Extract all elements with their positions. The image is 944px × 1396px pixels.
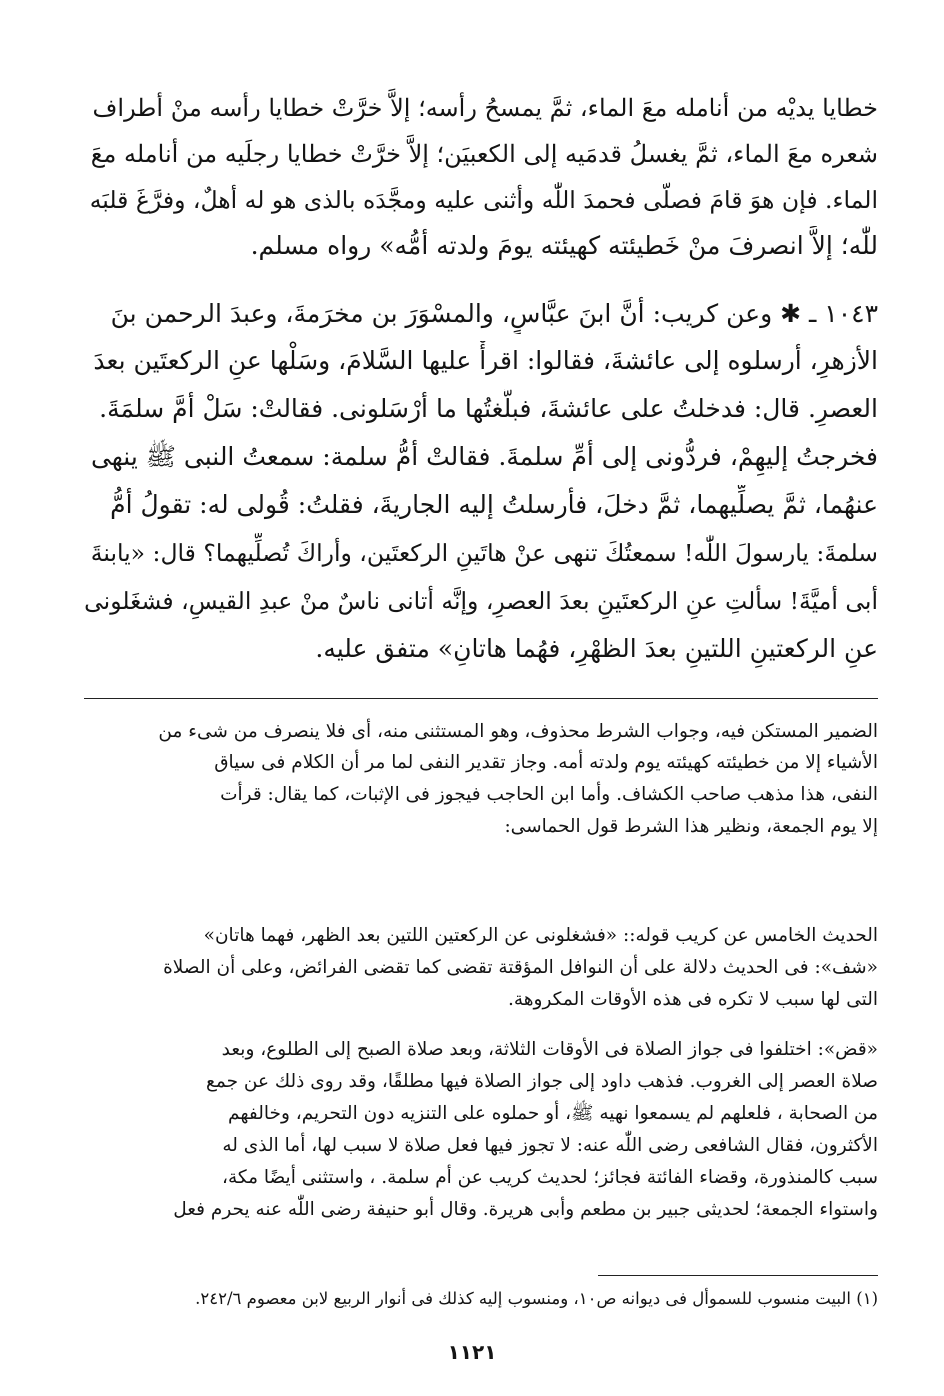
footnote-text: (١) البيت منسوب للسموأل فى ديوانه ص١٠، ومنسوب إليه كذلك فى أنوار الربيع لابن معصوم ٢٤٢/٦. — [195, 1289, 878, 1308]
commentary-line: إلا يوم الجمعة، ونظير هذا الشرط قول الحماسى: — [504, 816, 878, 837]
hadith-1043-line: أبى أميَّةَ! سألتِ عنِ الركعتَينِ بعدَ العصرِ، وإنَّه أتانى ناسٌ منْ عبدِ القيسِ، فشغَلونى — [84, 587, 878, 615]
hadith-1043-line: عنِ الركعتينِ اللتينِ بعدَ الظهْرِ، فهُما هاتانِ» متفق عليه. — [315, 634, 878, 663]
commentary-line: الضمير المستكن فيه، وجواب الشرط محذوف، وهو المستثنى منه، أى فلا ينصرف من شىء من — [158, 721, 878, 742]
commentary-line: الحديث الخامس عن كريب قوله:: «فشغلونى عن الركعتين اللتين بعد الظهر، فهما هاتان» — [203, 925, 878, 946]
commentary-line: صلاة العصر إلى الغروب. فذهب داود إلى جواز الصلاة فيها مطلقًا، وقد روى ذلك عن جمع — [206, 1071, 878, 1092]
commentary-line: النفى، هذا مذهب صاحب الكشاف. وأما ابن الحاجب فيجوز فى الإثبات، كما يقال: قرأت — [220, 784, 878, 805]
hadith-1043-line: ١٠٤٣ ـ ✱ وعن كريب: أنَّ ابنَ عبَّاسٍ، والمسْوَرَ بن مخرَمةَ، وعبدَ الرحمن بنَ — [110, 299, 878, 328]
hadith-1043-line: عنهُما، ثمَّ يصلِّيهما، ثمَّ دخلَ، فأرسلتُ إليه الجاريةَ، فقلتُ: قُولى له: تقولُ أمُّ — [110, 490, 878, 519]
hadith-continuation-line: خطايا يديْه من أنامله معَ الماء، ثمَّ يمسحُ رأسه؛ إلاَّ خرَّتْ خطايا رأسه منْ أطراف — [92, 94, 878, 122]
hadith-1043-line: العصرِ. قال: فدخلتُ على عائشةَ، فبلَّغتُها ما أرْسَلونى. فقالتْ: سَلْ أمَّ سلمَةَ. — [99, 394, 878, 423]
commentary-line: الأشياء إلا من خطيئته كهيئته يوم ولدته أمه. وجاز تقدير النفى لما مر أن الكلام فى سياق — [214, 752, 878, 773]
commentary-line: واستواء الجمعة؛ لحديثى جبير بن مطعم وأبى هريرة. وقال أبو حنيفة رضى اللّٰه عنه يحرم فعل — [173, 1199, 878, 1220]
commentary-line: الأكثرون، فقال الشافعى رضى اللّٰه عنه: لا تجوز فيها فعل صلاة لا سبب لها، أما الذى له — [222, 1135, 878, 1156]
commentary-line: التى لها سبب لا تكره فى هذه الأوقات المكروهة. — [507, 989, 878, 1010]
footnote-section — [84, 0, 878, 1396]
page-number: ١١٢١ — [447, 1340, 497, 1364]
commentary-line: «قض»: اختلفوا فى جواز الصلاة فى الأوقات الثلاثة، وبعد صلاة الصبح إلى الطلوع، وبعد — [221, 1039, 878, 1060]
commentary-line: سبب كالمنذورة، وقضاء الفائتة فجائز؛ لحديث كريب عن أم سلمة. ، واستثنى أيضًا مكة، — [221, 1167, 878, 1188]
commentary-line: من الصحابة ، فلعلهم لم يسمعوا نهيه ﷺ، أو حملوه على التنزيه دون التحريم، وخالفهم — [228, 1103, 878, 1124]
hadith-continuation-line: الماء. فإن هوَ قامَ فصلّى فحمدَ اللّٰه وأثنى عليه ومجَّدَه بالذى هو له أهلٌ، وفرَّغَ قلبَه — [89, 186, 878, 214]
commentary-line: «شف»: فى الحديث دلالة على أن النوافل المؤقتة تقضى كما تقضى الفرائض، وعلى أن الصلاة — [163, 957, 878, 978]
hadith-continuation-line: للّٰه؛ إلاَّ انصرفَ منْ خَطيئته كهيئته يومَ ولدته أمُّه» رواه مسلم. — [250, 231, 878, 260]
hadith-1043-line: الأزهرِ، أرسلوه إلى عائشةَ، فقالوا: اقرأْ عليها السَّلامَ، وسَلْها عنِ الركعتَين بعدَ — [93, 346, 878, 375]
hadith-1043-line: فخرجتُ إليهِمْ، فردُّونى إلى أمِّ سلمةَ. فقالتْ أمُّ سلمة: سمعتُ النبى ﷺ ينهى — [90, 442, 878, 471]
hadith-1043-line: سلمةَ: يارسولَ اللّٰه! سمعتُكَ تنهى عنْ هاتَينِ الركعتَين، وأراكَ تُصلِّيهما؟ قال: «يابنةَ — [90, 539, 878, 567]
hadith-continuation-line: شعره معَ الماء، ثمَّ يغسلُ قدمَيه إلى الكعبيَن؛ إلاَّ خرَّتْ خطايا رجلَيه من أنامله معَ — [90, 140, 878, 168]
